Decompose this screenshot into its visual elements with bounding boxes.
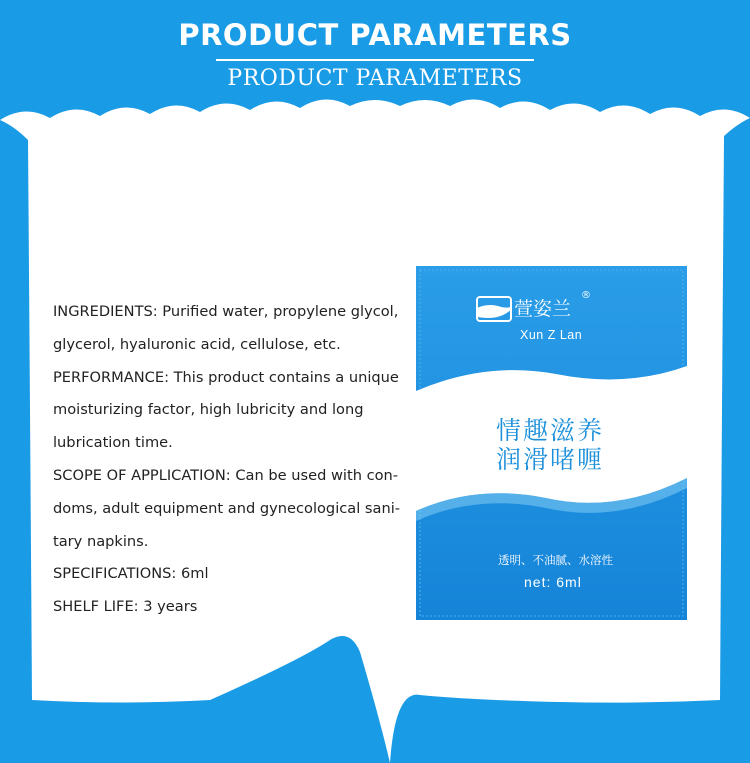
- param-line: PERFORMANCE: This product contains a unique: [53, 368, 399, 386]
- param-line: lubrication time.: [53, 434, 173, 452]
- product-features: 透明、不油腻、水溶性: [498, 553, 613, 567]
- param-line: INGREDIENTS: Purified water, propylene glycol,: [53, 303, 399, 320]
- parameters-text: [53, 296, 405, 624]
- net-volume: net: 6ml: [524, 574, 582, 590]
- leaf-logo-icon: [476, 296, 512, 326]
- product-slogan: [496, 416, 604, 474]
- param-line: glycerol, hyaluronic acid, cellulose, etc.: [53, 335, 341, 353]
- param-line: SHELF LIFE: 3 years: [53, 598, 198, 616]
- title-divider: [216, 59, 534, 61]
- param-line: tary napkins.: [53, 532, 149, 550]
- brand-name-english: Xun Z Lan: [520, 328, 583, 342]
- page-subtitle: PRODUCT PARAMETERS: [227, 66, 523, 91]
- slogan-line: 润滑啫喱: [496, 445, 605, 474]
- registered-mark: ®: [581, 290, 591, 301]
- product-sachet-image: [416, 266, 687, 620]
- param-line: SPECIFICATIONS: 6ml: [53, 565, 209, 583]
- page-title: PRODUCT PARAMETERS: [178, 18, 572, 52]
- param-line: moisturizing factor, high lubricity and long: [53, 401, 364, 419]
- brand-name-chinese: 萱姿兰: [514, 298, 572, 320]
- slogan-line: 情趣滋养: [496, 416, 605, 445]
- param-line: SCOPE OF APPLICATION: Can be used with con-: [53, 466, 399, 484]
- param-line: doms, adult equipment and gynecological sani-: [53, 499, 401, 517]
